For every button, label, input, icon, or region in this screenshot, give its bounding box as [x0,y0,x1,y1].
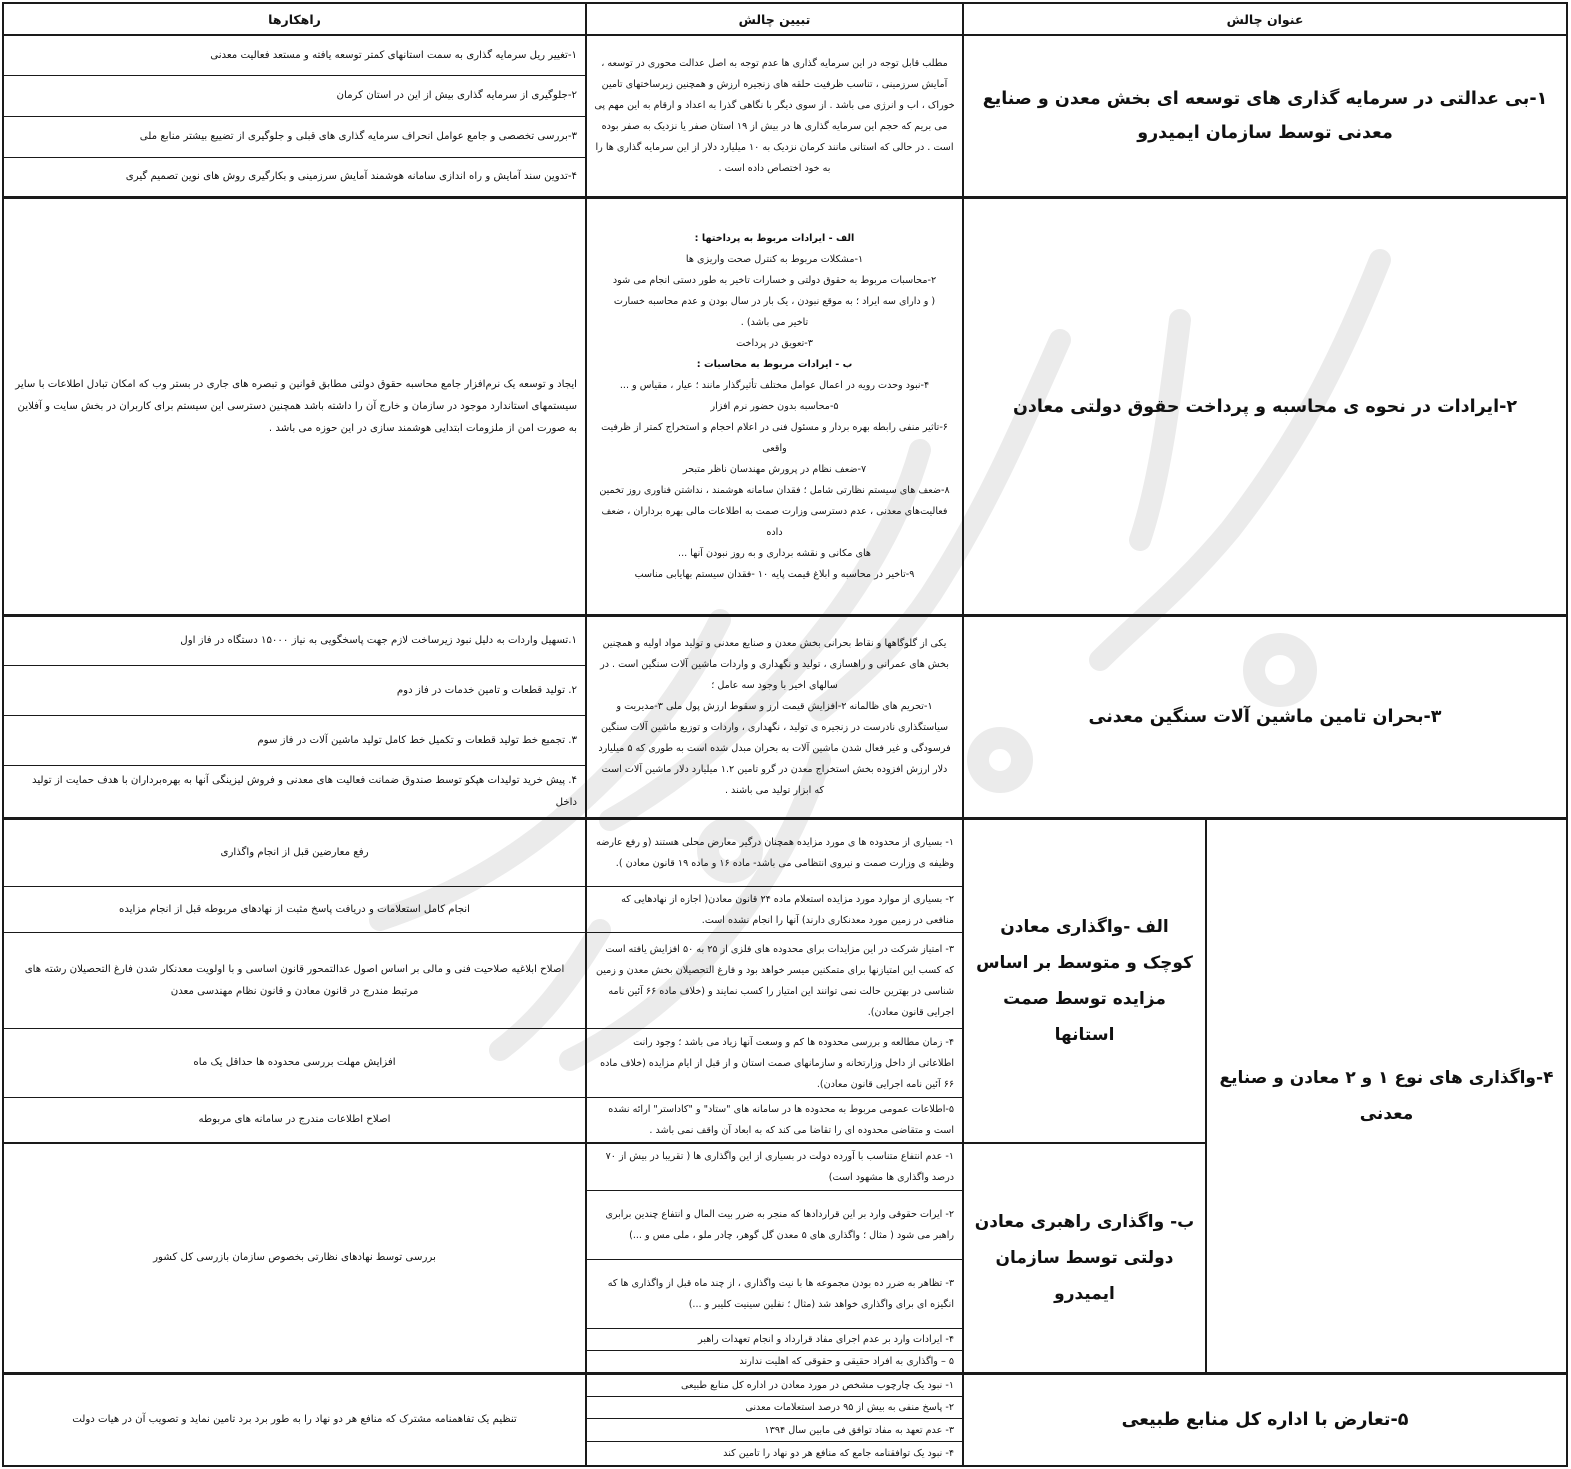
solution-text: ۱.تسهیل واردات به دلیل نبود زیرساخت لازم جهت پاسخگویی به نیاز ۱۵۰۰۰ دستگاه در فاز اول [180,635,577,646]
challenge-title-text: ۴-واگذاری های نوع ۱ و ۲ معادن و صنایع معدنی [1219,1068,1554,1124]
solution-text: بررسی توسط نهادهای نظارتی بخصوص سازمان بازرسی کل کشور [153,1252,436,1263]
explanation-line: ۵-محاسبه بدون حضور نرم افزار [710,401,839,412]
solution-4a-3 [4,933,585,1028]
explanation-line: سالهای اخیر با وجود سه عامل ؛ [711,680,838,691]
explanation-line: ( و دارای سه ایراد ؛ به موقع نبودن ، یک بار در سال بودن و عدم محاسبه خسارت [613,296,936,307]
explanation-line: ۳-تعویق در پرداخت [736,338,813,349]
solution-text: تنظیم یک تفاهمنامه مشترک که منافع هر دو نهاد را به طور برد برد تامین نماید و تصویب آن در هیات دولت [72,1414,517,1425]
solution-3-3 [4,716,585,765]
solution-text: اصلاح ابلاغیه صلاحیت فنی و مالی بر اساس اصول عدالتمحور قانون اساسی و با اولویت معدنکار شدن فارغ التحصیلان رشته های مرتبط مندرج در قانون معادن و قانون نظام مهندسی معدن [24,963,565,997]
solution-text: افزایش مهلت بررسی محدوده ها حداقل یک ماه [193,1057,396,1068]
explanation-4a-4 [587,1029,962,1097]
explanation-line: که ابزار تولید می باشند . [724,785,825,796]
challenge-title-3 [964,617,1566,817]
explanation-text: ۲- بسیاری از موارد مورد مزایده استعلام ماده ۲۴ قانون معادن( اجازه از نهادهایی که منافعی در زمین مورد معدنکاری دارند) آنها را انجام نشده است. [621,893,954,926]
explanation-line: ۱-تحریم های ظالمانه ۲-افزایش قیمت ارز و سقوط ارزش پول ملی ۳-مدیریت و [616,701,933,712]
solution-text: ۱-تغییر ریل سرمایه گذاری به سمت استانهای کمتر توسعه یافته و مستعد فعالیت معدنی [210,49,577,61]
challenge-title-text: ۵-تعارض با اداره کل منابع طبیعی [1121,1410,1409,1430]
solution-text: ۴-تدوین سند آمایش و راه اندازی سامانه هوشمند آمایش سرزمینی و بکارگیری روش های نوین تصمیم گیری [125,171,577,182]
solution-2 [4,199,585,614]
challenge-title-text: ۱-بی عدالتی در سرمایه گذاری های توسعه ای بخش معدن و صنایع معدنی توسط سازمان ایمیدرو [982,89,1548,143]
explanation-line: دلار ارزش افزوده بخش استخراج معدن در گرو تامین ۱.۲ میلیارد دلار ماشین آلات است [601,764,948,775]
solution-1-2 [4,76,585,116]
explanation-4b-1 [587,1144,962,1190]
explanation-line: مطلب قابل توجه در این سرمایه گذاری ها عدم توجه به اصل عدالت محوری در توسعه ، [601,58,948,69]
solution-3-4 [4,766,585,817]
explanation-5-3 [587,1419,962,1441]
explanation-4a-1 [587,820,962,886]
explanation-line: ۹-تاخیر در محاسبه و ابلاغ قیمت پایه ۱۰ -فقدان سیستم بهایابی مناسب [634,569,915,580]
challenge-explanation-1 [587,36,962,196]
explanation-text: ۱- نبود یک چارچوب مشخص در مورد معادن در اداره کل منابع طبیعی [680,1380,954,1391]
solution-4a-5 [4,1098,585,1142]
explanation-text: ۳- تظاهر به ضرر ده بودن مجموعه ها با نیت واگذاری ، از چند ماه قبل از واگذاری ها که انگیزه ای برای واگذاری خواهد شد (مثال ؛ نفلین سینیت کلیبر و ...) [607,1278,954,1310]
explanation-line: ۴-نبود وحدت رویه در اعمال عوامل مختلف تأثیرگذار مانند ؛ عیار ، مقیاس و ... [619,380,930,391]
explanation-text: ۵ – واگذاری به افراد حقیقی و حقوقی که اهلیت ندارند [739,1356,954,1367]
explanation-text: ۲- ایرات حقوقی وارد بر این قراردادها که منجر به ضرر بیت المال و انتفاع چندین برابری راهبر می شود ( مثال ؛ واگذاری های ۵ معدن گل گوهر، چادر ملو ، ملی مس و ...) [605,1209,954,1241]
explanation-line: است . در حالی که استانی مانند کرمان نزدیک به ۱۰ میلیارد دلار از این سرمایه گذاری ها را [595,142,954,153]
header-challenge-title: عنوان چالش [1226,11,1304,27]
explanation-4a-2 [587,887,962,932]
solution-4a-1 [4,820,585,886]
explanation-5-4 [587,1442,962,1465]
solution-4a-4 [4,1029,585,1097]
challenge-title-2 [964,199,1566,614]
solution-text: ۳-بررسی تخصصی و جامع عوامل انحراف سرمایه گذاری های قبلی و جلوگیری از تضییع بیشتر منابع ملی [139,131,577,142]
challenge-title-text: ۳-بحران تامین ماشین آلات سنگین معدنی [1088,707,1442,727]
solution-text: اصلاح اطلاعات مندرج در سامانه های مربوطه [198,1114,391,1125]
explanation-line: تاخیر می باشد) . [740,317,809,328]
explanation-heading: ب - ایرادات مربوط به محاسبات : [696,359,853,370]
explanation-4b-3 [587,1260,962,1328]
solution-text: ۲. تولید قطعات و تامین خدمات در فاز دوم [396,684,577,696]
explanation-4b-2 [587,1191,962,1259]
explanation-text: ۴- زمان مطالعه و بررسی محدوده ها کم و وسعت آنها زیاد می باشد ؛ وجود رانت اطلاعاتی از داخل وزارتخانه و سازمانهای صمت استان و از قبل از ایام مزایده (خلاف ماده ۶۶ آئین نامه اجرایی قانون معادن). [600,1036,954,1090]
solution-text: ۳. تجمیع خط تولید قطعات و تکمیل خط کامل تولید ماشین آلات در فاز سوم [257,734,577,746]
grid-line [2,1465,1568,1467]
solution-4a-2 [4,887,585,932]
solution-text: ایجاد و توسعه یک نرم‌افزار جامع محاسبه حقوق دولتی مطابق قوانین و تبصره های جاری در بستر وب که امکان تبادل اطلاعات با سایر سیستمهای استاندارد موجود در سازمان و خارج آن را داشته باشد همچنین دسترسی این سیستم برای کاربران در بخش سایت و آفلاین به صورت امن از ملزومات ابتدایی هوشمند سازی در این حوزه می باشد . [15,378,577,434]
solution-1-1 [4,36,585,75]
challenge-title-4 [1207,820,1566,1372]
explanation-line: می بریم که حجم این سرمایه گذاری ها در بیش از ۱۹ استان صفر یا نزدیک به صفر بوده [601,121,948,132]
solution-1-3 [4,117,585,157]
explanation-line: ۷-ضعف نظام در پرورش مهندسان ناظر متبحر [682,464,867,475]
challenge-title-1 [964,36,1566,196]
explanation-4a-5 [587,1098,962,1142]
challenge-subtitle-4a [964,820,1205,1142]
challenge-explanation-2 [587,199,962,614]
explanation-line: خوراک ، اب و انرژی می باشد . از سوی دیگر با نگاهی گذرا به اعداد و ارقام به این مهم پی [594,100,955,111]
solution-text: انجام کامل استعلامات و دریافت پاسخ مثبت از نهادهای مربوطه قبل از انجام مزایده [119,903,470,915]
explanation-5-2 [587,1397,962,1418]
header-solutions: راهکارها [268,11,321,27]
explanation-text: ۲- پاسخ منفی به بیش از ۹۵ درصد استعلامات معدنی [745,1402,954,1413]
explanation-4b-4 [587,1329,962,1350]
solution-3-1 [4,617,585,665]
explanation-text: ۳- امتیاز شرکت در این مزایدات برای محدوده های فلزی از ۲۵ به ۵۰ افزایش یافته است که کسب این امتیازنها برای متمکنین میسر خواهد بود و فارغ التحصیلان بخش معدن و زمین شناسی در بهترین حالت نمی توانند این امتیاز را کسب نمایند و (خلاف ماده ۶۶ آئین نامه اجرایی قانون معادن). [595,943,954,1018]
explanation-line: به خود اختصاص داده است . [718,163,831,174]
explanation-line: یکی از گلوگاهها و نقاط بحرانی بخش معدن و صنایع معدنی و تولید مواد اولیه و همچنین [602,638,947,649]
solution-3-2 [4,666,585,715]
explanation-line: فرسودگی و غیر فعال شدن ماشین آلات به بحران مبدل شده است به طوری که ۵ میلیارد [598,743,951,754]
solution-text: ۴. پیش خرید تولیدات هپکو توسط صندوق ضمانت فعالیت های معدنی و فروش لیزینگی آنها به بهره‌برداران با هدف حمایت از تولید داخل [32,774,577,808]
explanation-line: فعالیت‌های معدنی ، عدم دسترسی وزارت صمت به اطلاعات مالی بهره برداران ، ضعف داده [601,506,948,538]
explanation-text: ۱- عدم انتفاع متناسب با آورده دولت در بسیاری از این واگذاری ها ( تقریبا در بیش از ۷۰ درصد واگذاری ها مشهود است) [605,1151,954,1183]
challenge-explanation-3 [587,617,962,817]
explanation-line: ۶-تاثیر منفی رابطه بهره بردار و مسئول فنی در اعلام احجام و استخراج کمتر از ظرفیت واقعی [601,422,948,454]
subtitle-text: ب- واگذاری راهبری معادن دولتی توسط سازمان ایمیدرو [974,1212,1195,1304]
header-challenge-explanation: تبیین چالش [738,11,811,27]
explanation-heading: الف - ایرادات مربوط به پرداختها : [694,233,855,244]
explanation-text: ۱- بسیاری از محدوده ها ی مورد مزایده همچنان درگیر معارض محلی هستند (و رفع عارضه وظیفه ی وزارت صمت و نیروی انتظامی می باشد- ماده ۱۶ و ماده ۱۹ قانون معادن ). [596,837,954,869]
solution-5 [4,1375,585,1465]
explanation-4b-5 [587,1351,962,1372]
explanation-text: ۵-اطلاعات عمومی مربوط به محدوده ها در سامانه های "ستاد" و "کاداستر" ارائه نشده است و متقاضی محدوده ای را تقاضا می کند که به ابعاد آن واقف نمی باشد . [608,1104,954,1136]
explanation-line: ۸-ضعف های سیستم نظارتی شامل ؛ فقدان سامانه هوشمند ، نداشتن فناوری روز تخمین [599,485,950,496]
challenge-title-5 [964,1375,1566,1465]
solution-text: ۲-جلوگیری از سرمایه گذاری بیش از این در استان کرمان [336,90,577,101]
explanation-5-1 [587,1375,962,1396]
explanation-line: آمایش سرزمینی ، تناسب ظرفیت حلقه های زنجیره ارزش و همچنین زیرساختهای تامین [601,79,948,90]
challenge-title-text: ۲-ایرادات در نحوه ی محاسبه و پرداخت حقوق دولتی معادن [1012,396,1518,417]
explanation-line: های مکانی و نقشه برداری و به روز نبودن آنها ... [678,548,871,559]
explanation-line: ۲-محاسبات مربوط به حقوق دولتی و خسارات تاخیر به طور دستی انجام می شود [612,275,937,286]
explanation-4a-3 [587,933,962,1028]
solution-4b [4,1144,585,1372]
solution-text: رفع معارضین قبل از انجام واگذاری [220,847,369,858]
challenge-subtitle-4b [964,1144,1205,1372]
subtitle-text: الف -واگذاری معادن کوچک و متوسط بر اساس مزایده توسط صمت استانها [976,917,1193,1045]
solution-1-4 [4,158,585,196]
explanation-line: سیاستگذاری نادرست در زنجیره ی تولید ، نگهداری ، واردات و توزیع ماشین آلات سنگین [600,722,949,733]
explanation-text: ۴- نبود یک توافقنامه جامع که منافع هر دو نهاد را تامین کند [723,1448,954,1459]
grid-line [1566,2,1568,1467]
explanation-text: ۳- عدم تعهد به مفاد توافق فی مابین سال ۱۳۹۴ [764,1424,954,1436]
explanation-line: بخش های عمرانی و راهسازی ، تولید و نگهداری و واردات ماشین آلات سنگین است . در [600,659,949,670]
explanation-text: ۴- ایرادات وارد بر عدم اجرای مفاد قرارداد و انجام تعهدات راهبر [698,1334,954,1345]
explanation-line: ۱-مشکلات مربوط به کنترل صحت واریزی ها [685,254,864,265]
